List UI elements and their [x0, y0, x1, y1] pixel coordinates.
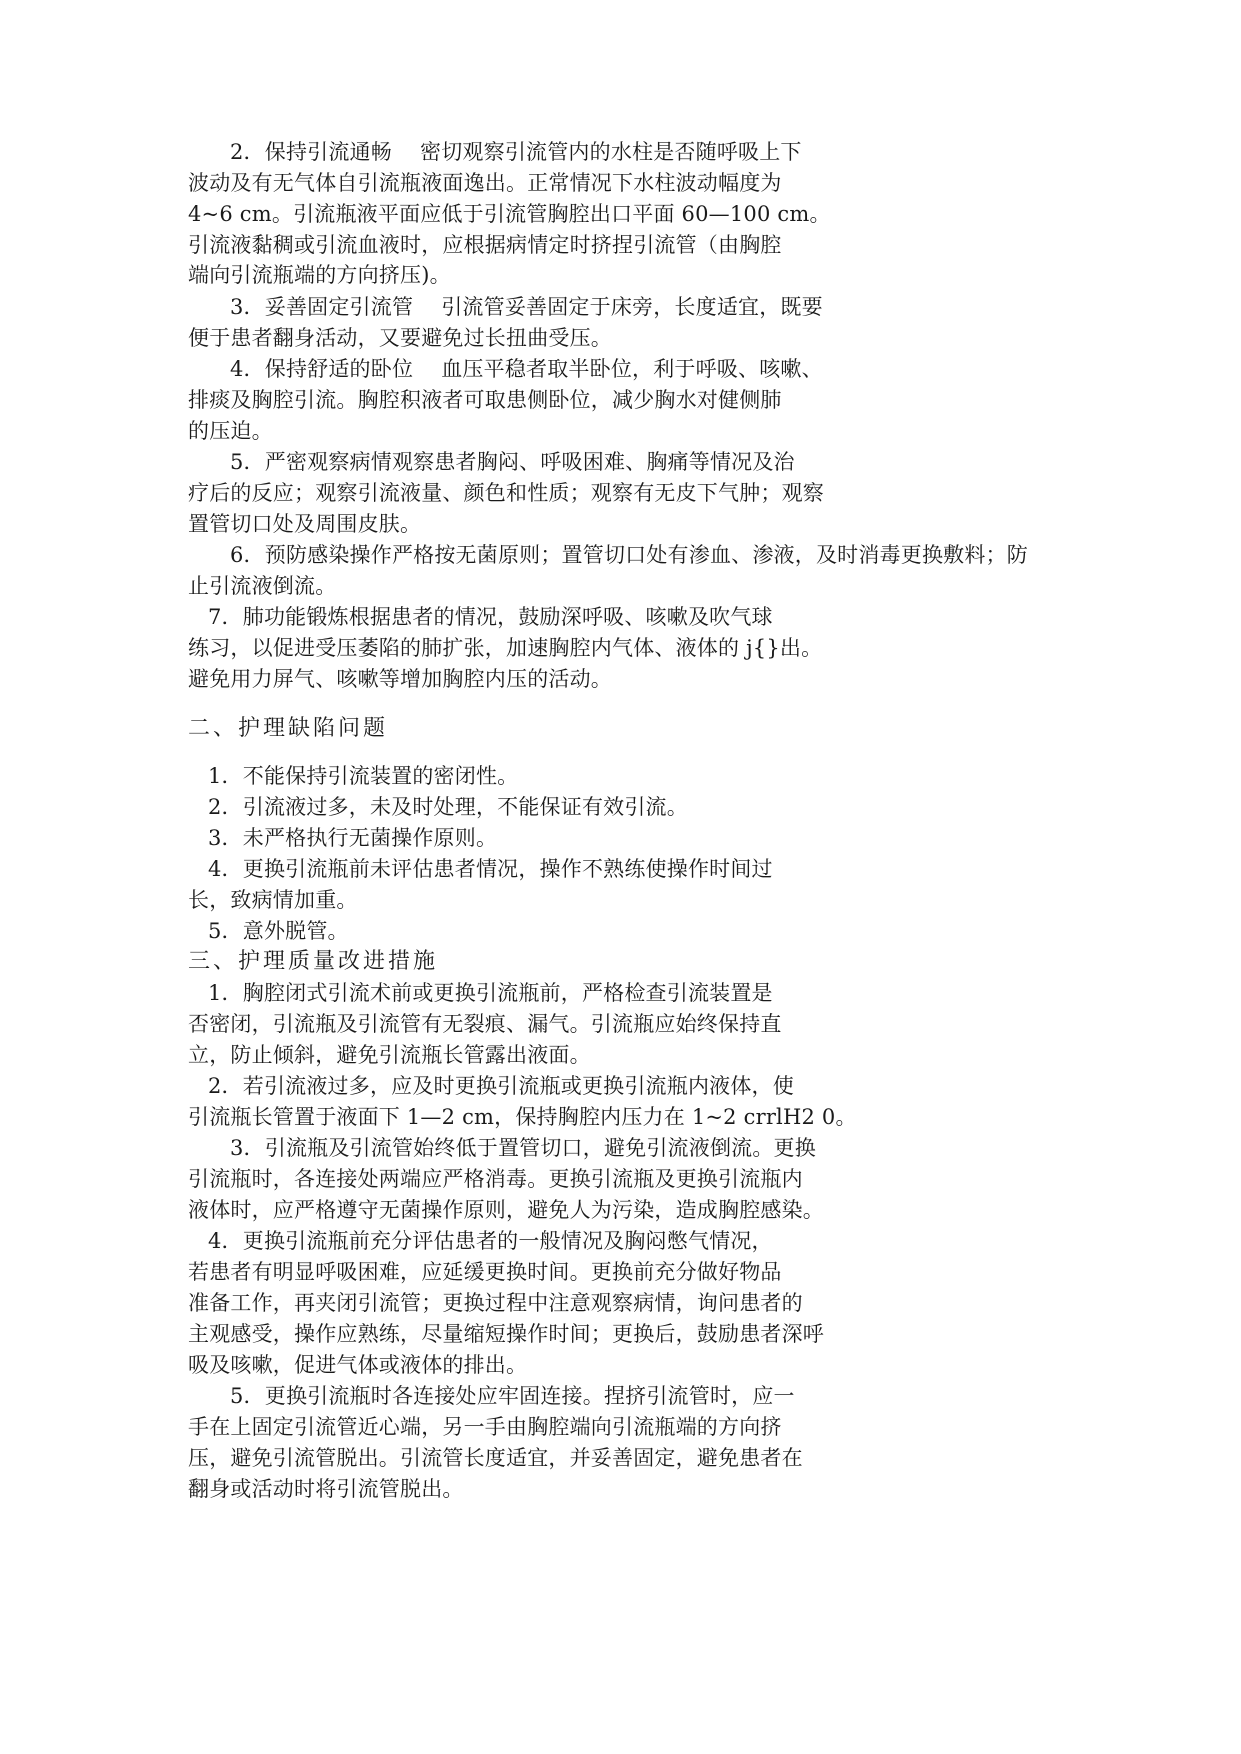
text-line: 2．若引流液过多，应及时更换引流瓶或更换引流瓶内液体，使	[208, 1074, 794, 1098]
text-line: 翻身或活动时将引流管脱出。	[188, 1477, 464, 1501]
text-line: 7．肺功能锻炼根据患者的情况，鼓励深呼吸、咳嗽及吹气球	[208, 605, 773, 629]
text-line: 1．胸腔闭式引流术前或更换引流瓶前，严格检查引流装置是	[208, 981, 773, 1005]
text-line: 4~6 cm。引流瓶液平面应低于引流管胸腔出口平面 60—100 cm。	[188, 202, 831, 226]
text-line: 4．更换引流瓶前未评估患者情况，操作不熟练使操作时间过	[208, 857, 773, 881]
text-line: 排痰及胸腔引流。胸腔积液者可取患侧卧位，减少胸水对健侧肺	[188, 388, 782, 412]
text-line: 便于患者翻身活动，又要避免过长扭曲受压。	[188, 326, 612, 350]
text-line: 否密闭，引流瓶及引流管有无裂痕、漏气。引流瓶应始终保持直	[188, 1012, 782, 1036]
text-line: 波动及有无气体自引流瓶液面逸出。正常情况下水柱波动幅度为	[188, 171, 782, 195]
text-line: 5．意外脱管。	[208, 919, 349, 943]
text-line: 1．不能保持引流装置的密闭性。	[208, 764, 519, 788]
text-line: 准备工作，再夹闭引流管；更换过程中注意观察病情，询问患者的	[188, 1291, 803, 1315]
text-line: 引流液黏稠或引流血液时，应根据病情定时挤捏引流管（由胸腔	[188, 233, 782, 257]
text-line: 疗后的反应；观察引流液量、颜色和性质；观察有无皮下气肿；观察	[188, 481, 824, 505]
text-line: 止引流液倒流。	[188, 574, 337, 598]
section-heading: 三、护理质量改进措施	[188, 949, 439, 974]
text-line: 3．未严格执行无菌操作原则。	[208, 826, 498, 850]
section-heading: 二、护理缺陷问题	[188, 716, 389, 741]
text-line: 的压迫。	[188, 419, 273, 443]
text-line: 4．保持舒适的卧位 血压平稳者取半卧位，利于呼吸、咳嗽、	[230, 357, 823, 381]
text-line: 立，防止倾斜，避免引流瓶长管露出液面。	[188, 1043, 591, 1067]
text-line: 2．引流液过多，未及时处理，不能保证有效引流。	[208, 795, 688, 819]
text-line: 5．更换引流瓶时各连接处应牢固连接。捏挤引流管时，应一	[230, 1384, 795, 1408]
text-line: 5．严密观察病情观察患者胸闷、呼吸困难、胸痛等情况及治	[230, 450, 795, 474]
text-line: 主观感受，操作应熟练，尽量缩短操作时间；更换后，鼓励患者深呼	[188, 1322, 824, 1346]
text-line: 吸及咳嗽，促进气体或液体的排出。	[188, 1353, 528, 1377]
text-line: 6．预防感染操作严格按无菌原则；置管切口处有渗血、渗液，及时消毒更换敷料；防	[230, 543, 1028, 567]
text-line: 液体时，应严格遵守无菌操作原则，避免人为污染，造成胸腔感染。	[188, 1198, 824, 1222]
text-line: 端向引流瓶端的方向挤压)。	[188, 263, 451, 287]
text-line: 4．更换引流瓶前充分评估患者的一般情况及胸闷憋气情况，	[208, 1229, 773, 1253]
text-line: 手在上固定引流管近心端，另一手由胸腔端向引流瓶端的方向挤	[188, 1415, 782, 1439]
text-line: 置管切口处及周围皮肤。	[188, 512, 422, 536]
text-line: 若患者有明显呼吸困难，应延缓更换时间。更换前充分做好物品	[188, 1260, 782, 1284]
text-line: 引流瓶时，各连接处两端应严格消毒。更换引流瓶及更换引流瓶内	[188, 1167, 803, 1191]
text-line: 长，致病情加重。	[188, 888, 358, 912]
text-line: 3．妥善固定引流管 引流管妥善固定于床旁，长度适宜，既要	[230, 295, 823, 319]
text-line: 引流瓶长管置于液面下 1—2 cm，保持胸腔内压力在 1~2 crrlH2 0。	[188, 1105, 857, 1129]
text-line: 2．保持引流通畅 密切观察引流管内的水柱是否随呼吸上下	[230, 140, 802, 164]
text-line: 避免用力屏气、咳嗽等增加胸腔内压的活动。	[188, 667, 612, 691]
text-line: 练习，以促进受压萎陷的肺扩张，加速胸腔内气体、液体的 j{}出。	[188, 636, 823, 660]
text-line: 压，避免引流管脱出。引流管长度适宜，并妥善固定，避免患者在	[188, 1446, 803, 1470]
text-line: 3．引流瓶及引流管始终低于置管切口，避免引流液倒流。更换	[230, 1136, 816, 1160]
